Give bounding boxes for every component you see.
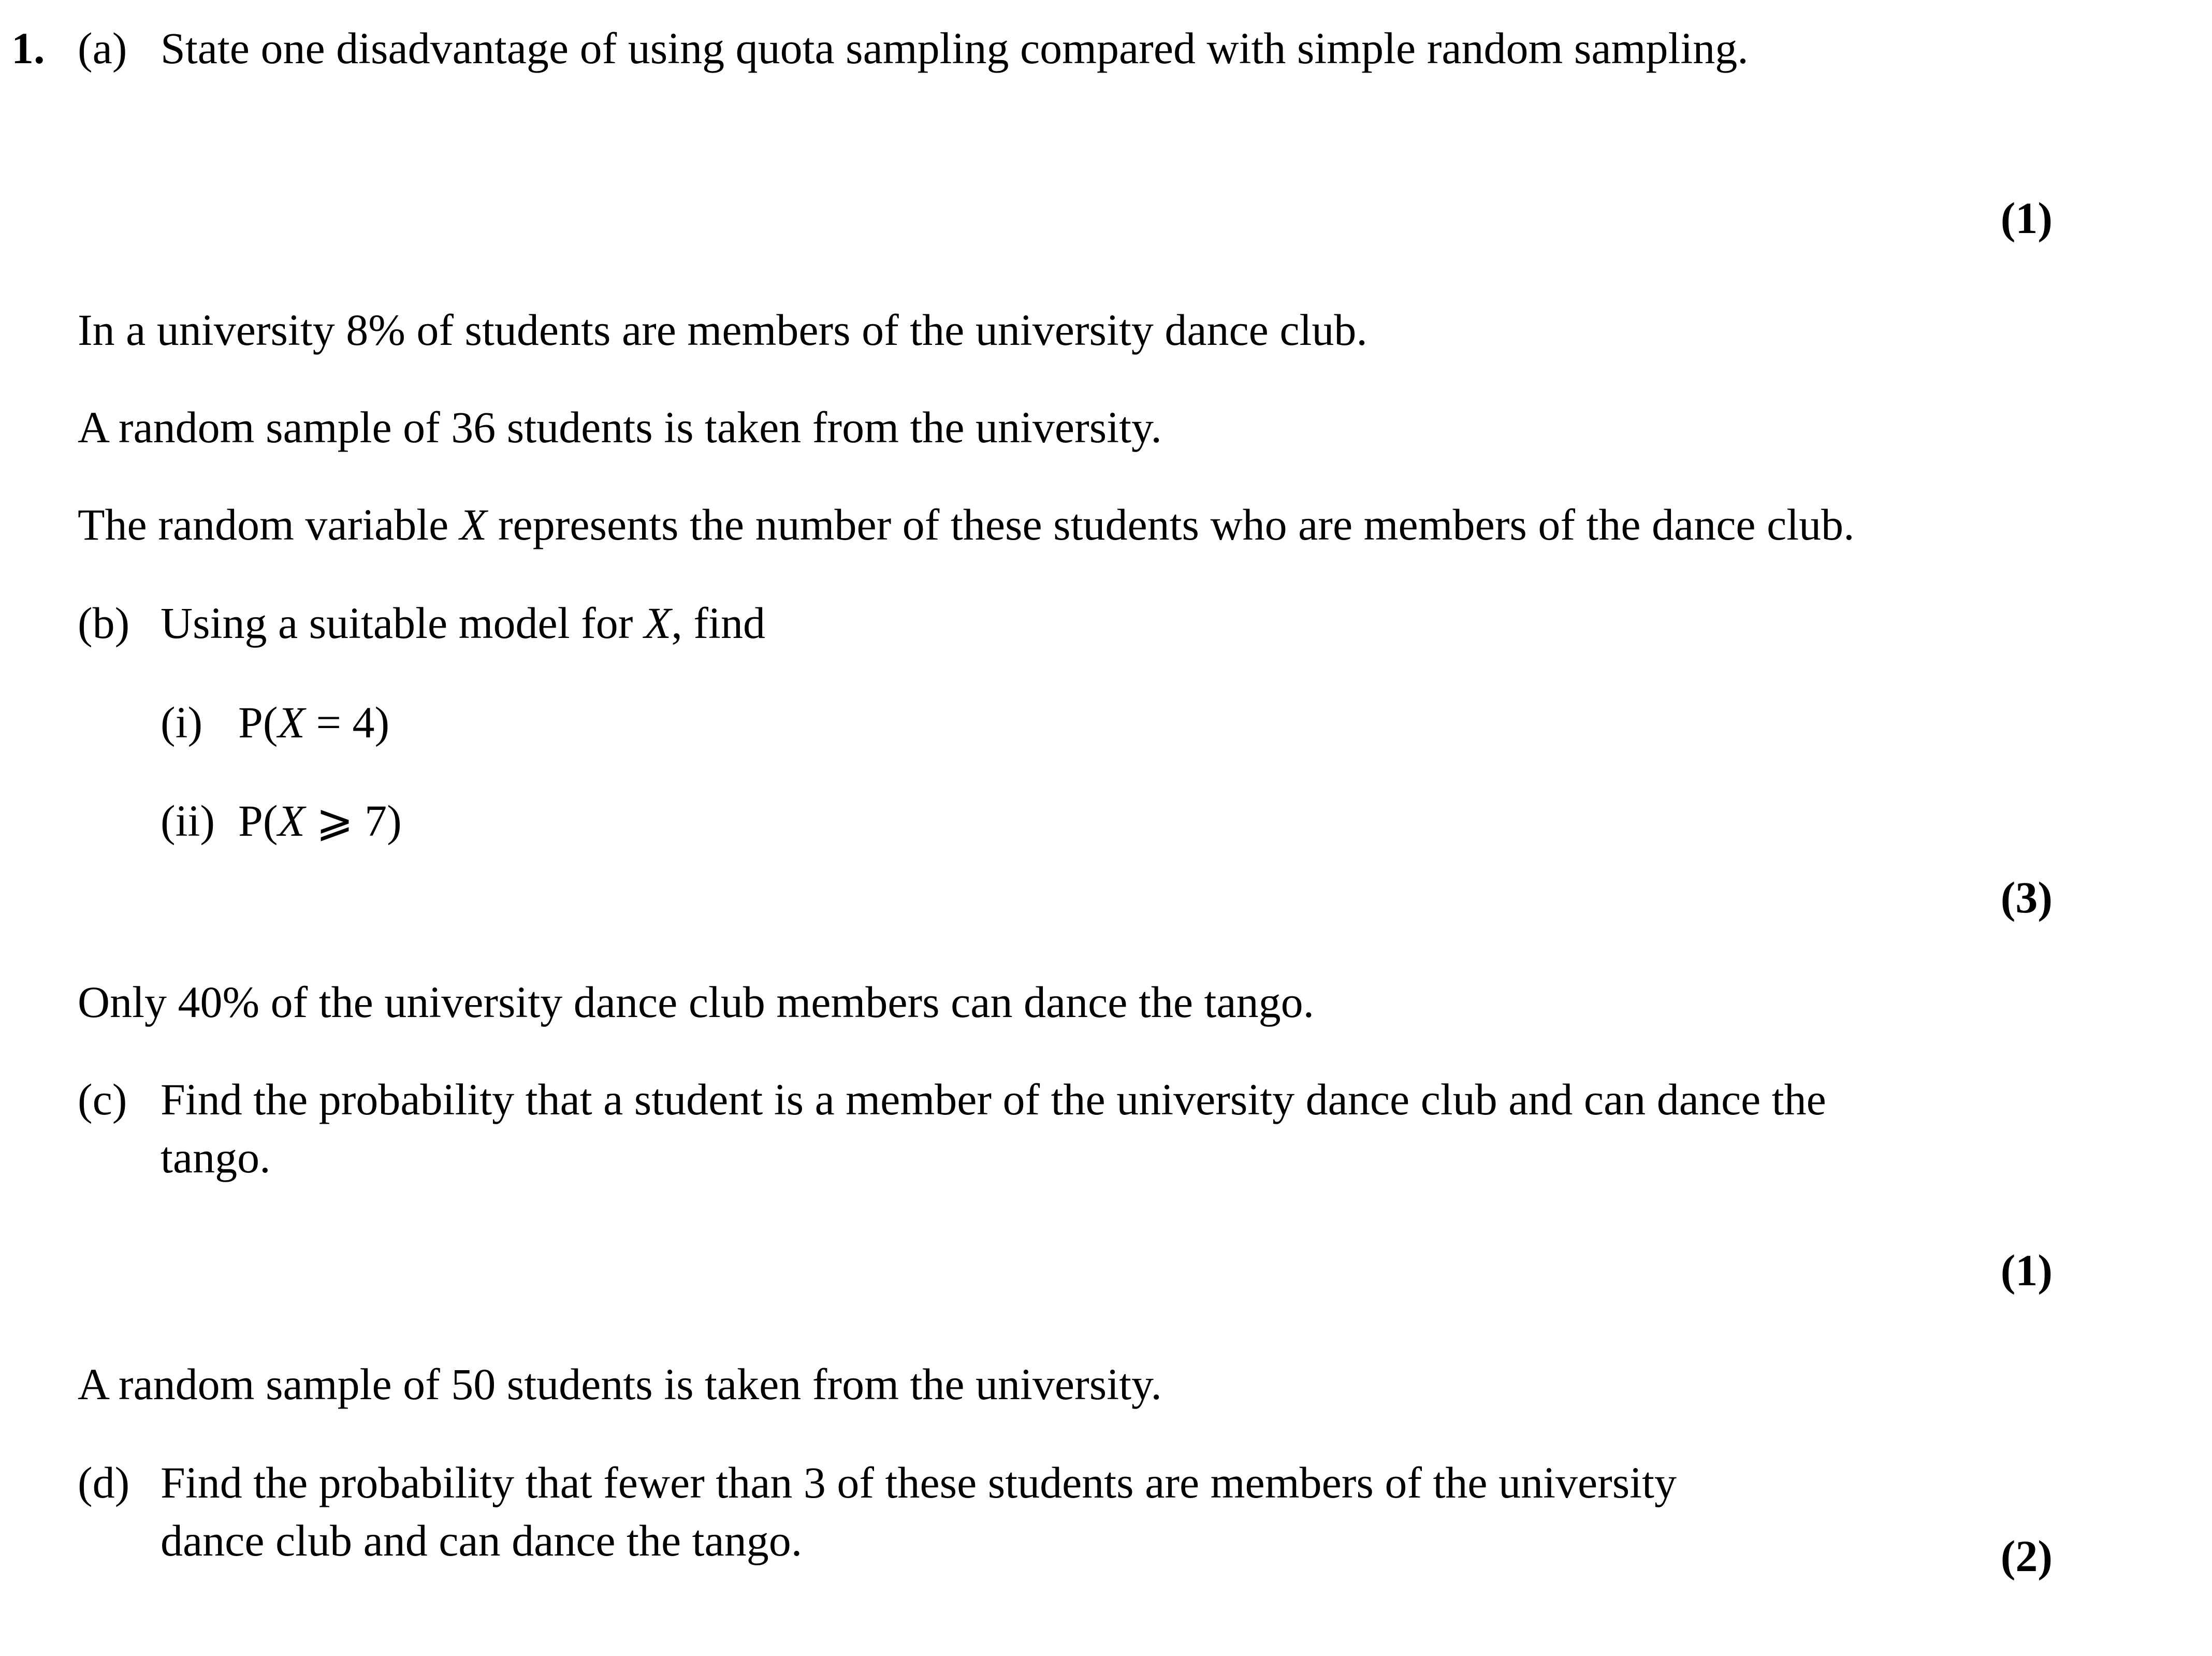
prob-variable-ii: X [278,796,305,846]
stem-paragraph-2: A random sample of 36 students is taken from the university. [78,402,1162,452]
stem3-text-before: The random variable [78,500,460,549]
prob-value-ii: 7 [365,796,387,846]
part-label-c: (c) [78,1074,127,1124]
part-a-text: State one disadvantage of using quota sampling compared with simple random sampling. [161,23,1749,73]
part-label-d: (d) [78,1458,130,1507]
stem-paragraph-1: In a university 8% of students are members of the university dance club. [78,305,1367,355]
prob-suffix-i: ) [374,698,390,747]
question-subpart-ii [0,792,2212,850]
part-b-text-before: Using a suitable model for [161,598,644,648]
question-number: 1. [11,23,45,73]
subpart-i-row [161,694,2212,752]
stem-paragraph-5: A random sample of 50 students is taken from the university. [78,1359,1162,1409]
part-label-b: (b) [78,598,130,648]
marks-part-c: (1) [2000,1245,2053,1295]
prob-prefix-i: P( [238,698,278,747]
prob-relation-i: = [305,698,353,747]
stem-paragraph-3 [78,496,2211,554]
subpart-label-i: (i) [161,698,203,747]
stem3-text-after: represents the number of these students who are members of the dance club. [487,500,1855,549]
stem-paragraph-5-wrap [0,1356,2212,1414]
stem-paragraph-4-wrap [0,974,2212,1032]
prob-variable-i: X [278,698,305,747]
subpart-ii-row [161,792,2212,850]
part-b-text-after: , find [671,598,765,648]
marks-part-d: (2) [2000,1531,2053,1581]
question-part-c [0,1071,2212,1187]
stem-paragraph-3-wrap [0,496,2212,554]
part-c-text: Find the probability that a student is a member of the university dance club and can dance the tango. [161,1074,1826,1182]
part-d-row [0,1454,2212,1570]
prob-prefix-ii: P( [238,796,278,846]
part-b-row [0,594,2212,652]
prob-suffix-ii: ) [387,796,402,846]
marks-part-a: (1) [2000,193,2053,243]
part-d-text: Find the probability that fewer than 3 of these students are members of the university dance club and can dance the tango. [161,1458,1677,1565]
random-variable-symbol: X [459,500,487,549]
question-part-b [0,594,2212,652]
part-label-a: (a) [78,23,127,73]
prob-relation-ii: ⩾ [305,796,365,846]
question-subpart-i [0,694,2212,752]
stem-paragraph-2-wrap [0,399,2212,457]
subpart-ii-expression [238,792,2212,850]
part-b-text [161,594,2025,652]
stem-paragraph-1-wrap [0,301,2212,359]
part-c-row [0,1071,2212,1187]
part-a-row [0,20,2212,78]
part-b-variable-symbol: X [644,598,672,648]
subpart-label-ii: (ii) [161,796,215,846]
prob-value-i: 4 [352,698,375,747]
question-part-d [0,1454,2212,1570]
question-part-a [0,20,2212,78]
stem-paragraph-4: Only 40% of the university dance club members can dance the tango. [78,977,1315,1027]
marks-part-b: (3) [2000,873,2053,922]
subpart-i-expression [238,694,2212,752]
